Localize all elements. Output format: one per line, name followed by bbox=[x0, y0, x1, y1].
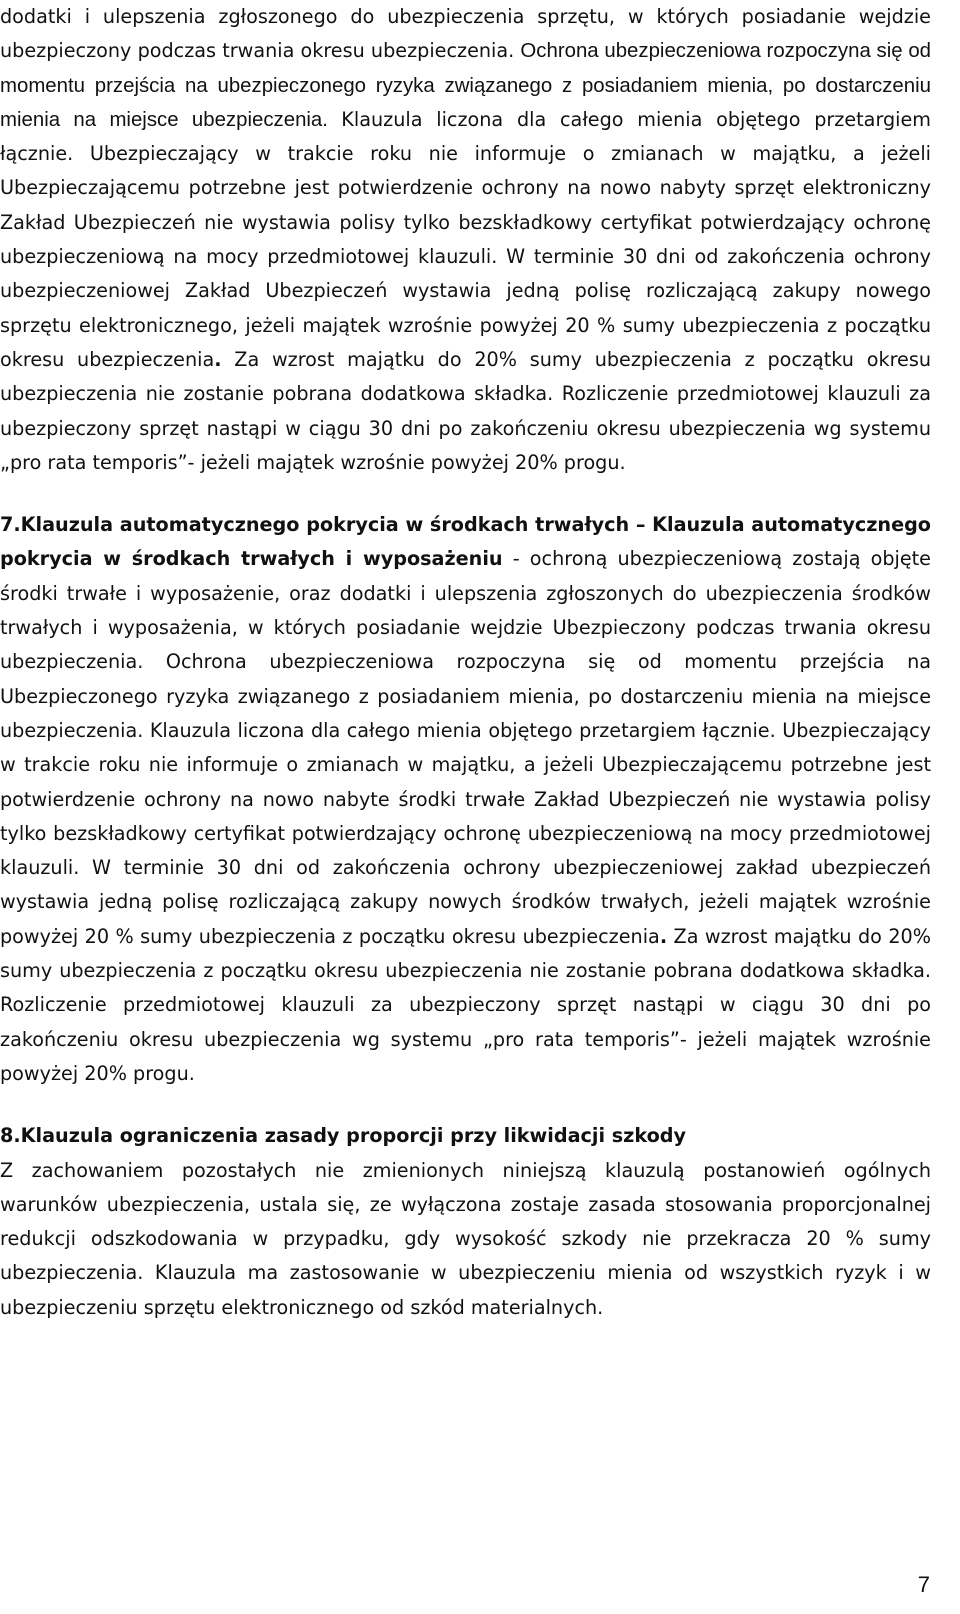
section-8 bbox=[0, 1119, 931, 1325]
section-body: - ochroną ubezpieczeniową zostają objęte środki trwałe i wyposażenie, oraz dodatki i ulepszenia zgłoszonych do ubezpieczenia środków trwałych i wyposażenia, w których posiadanie wejdzie Ubezpieczony podczas trwania okresu ubezpieczenia. Ochrona ubezpieczeniowa rozpoczyna się od momentu przejścia na Ubezpieczonego ryzyka związanego z posiadaniem mienia, po dostarczeniu mienia na miejsce ubezpieczenia. Klauzula liczona dla całego mienia objętego przetargiem łącznie. Ubezpieczający w trakcie roku nie informuje o zmianach w majątku, a jeżeli Ubezpieczającemu potrzebne jest potwierdzenie ochrony na nowo nabyte środki trwałe Zakład Ubezpieczeń nie wystawia polisy tylko bezskładkowy certyfikat potwierdzający ochronę ubezpieczeniową na mocy przedmiotowej klauzuli. W terminie 30 dni od zakończenia ochrony ubezpieczeniowej zakład ubezpieczeń wystawia jedną polisę rozliczającą zakupy nowych środków trwałych, jeżeli majątek wzrośnie powyżej 20 % sumy ubezpieczenia z początku okresu ubezpieczenia bbox=[0, 547, 931, 948]
spacer bbox=[0, 1091, 931, 1119]
section-heading: 7.Klauzula automatycznego pokrycia w środkach trwałych – Klauzula automatycznego pokrycia w środkach trwałych i wyposażeniu bbox=[0, 513, 931, 571]
bold-period: . bbox=[659, 924, 668, 948]
bold-period: . bbox=[214, 347, 222, 371]
paragraph-text: Klauzula liczona dla całego mienia objętego przetargiem łącznie. Ubezpieczający w trakcie roku nie informuje o zmianach w majątku, a jeżeli Ubezpieczającemu potrzebne jest potwierdzenie ochrony na nowo nabyty sprzęt elektroniczny Zakład Ubezpieczeń nie wystawia polisy tylko bezskładkowy certyfikat potwierdzający ochronę ubezpieczeniową na mocy przedmiotowej klauzuli. W terminie 30 dni od zakończenia ochrony ubezpieczeniowej Zakład Ubezpieczeń wystawia jedną polisę rozliczającą zakupy nowego sprzętu elektronicznego, jeżeli majątek wzrośnie powyżej 20 % sumy ubezpieczenia z początku okresu ubezpieczenia bbox=[0, 107, 931, 371]
section-heading: 8.Klauzula ograniczenia zasady proporcji przy likwidacji szkody bbox=[0, 1124, 686, 1148]
section-body: Z zachowaniem pozostałych nie zmienionych niniejszą klauzulą postanowień ogólnych warunków ubezpieczenia, ustala się, ze wyłączona zostaje zasada stosowania proporcjonalnej redukcji odszkodowania w przypadku, gdy wysokość szkody nie przekracza 20 % sumy ubezpieczenia. Klauzula ma zastosowanie w ubezpieczeniu mienia od wszystkich ryzyk i w ubezpieczeniu sprzętu elektronicznego od szkód materialnych. bbox=[0, 1158, 931, 1319]
paragraph-text: Za wzrost majątku do 20% sumy ubezpieczenia z początku okresu ubezpieczenia nie zostanie pobrana dodatkowa składka. Rozliczenie przedmiotowej klauzuli za ubezpieczony sprzęt nastąpi w ciągu 30 dni po zakończeniu okresu ubezpieczenia wg systemu „pro rata temporis”- jeżeli majątek wzrośnie powyżej 20% progu. bbox=[0, 347, 931, 474]
page-number: 7 bbox=[917, 1572, 930, 1597]
spacer bbox=[0, 480, 931, 508]
paragraph-continued bbox=[0, 0, 931, 480]
paragraph-text: dodatki i ulepszenia zgłoszonego do ubezpieczenia sprzętu, w których posiadanie wejdzie ubezpieczony podczas trwania okresu ubezpieczenia. bbox=[0, 5, 931, 63]
section-body: Za wzrost majątku do 20% sumy ubezpieczenia z początku okresu ubezpieczenia nie zostanie pobrana dodatkowa składka. Rozliczenie przedmiotowej klauzuli za ubezpieczony sprzęt nastąpi w ciągu 30 dni po zakończeniu okresu ubezpieczenia wg systemu „pro rata temporis”- jeżeli majątek wzrośnie powyżej 20% progu. bbox=[0, 924, 932, 1085]
paragraph-text: Ochrona ubezpieczeniowa rozpoczyna się od momentu przejścia na ubezpieczonego ryzyka związanego z posiadaniem mienia, po dostarczeniu mienia na miejsce ubezpieczenia. bbox=[0, 40, 932, 131]
section-7 bbox=[0, 508, 931, 1091]
